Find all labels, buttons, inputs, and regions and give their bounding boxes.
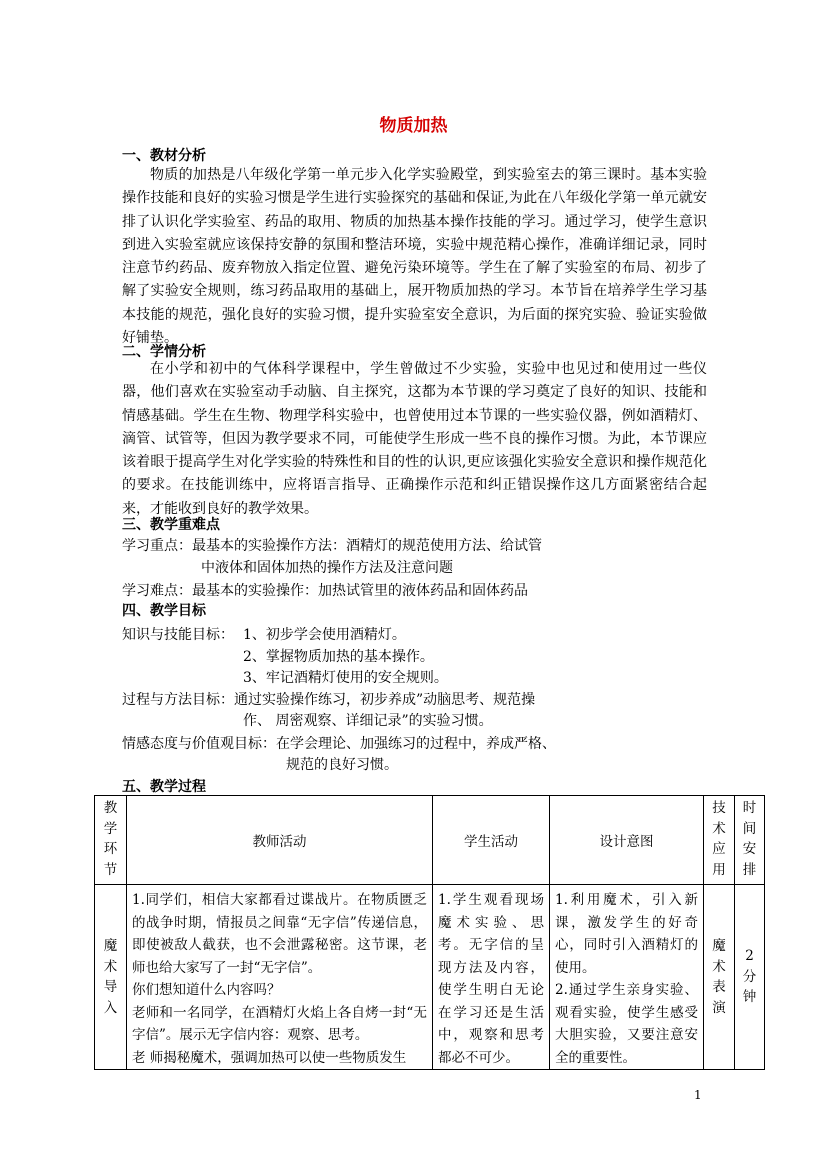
header-tech-application: 技 术 应 用: [704, 796, 735, 885]
page-number: 1: [694, 1088, 702, 1102]
section-heading-process: 五、教学过程: [122, 779, 206, 795]
key-point-line-2: 中液体和固体加热的操作方法及注意问题: [201, 560, 453, 576]
row-stage-magic-intro: 魔 术 导 入: [95, 885, 127, 1070]
table-header-row: [95, 796, 765, 885]
emotion-goal-line-1: 情感态度与价值观目标：在学会理论、加强练习的过程中，养成严格、: [122, 736, 556, 752]
difficult-point-line: 学习难点：最基本的实验操作：加热试管里的液体药品和固体药品: [122, 583, 528, 599]
header-teacher-activity: 教师活动: [127, 796, 433, 885]
row-time: 2 分 钟: [735, 885, 765, 1070]
row-design-intent: 1.利用魔术，引入新课，激发学生的好奇心，同时引入酒精灯的使用。 2.通过学生亲身实验、观看实验，使学生感受大胆实验，又要注意安全的重要性。: [550, 885, 704, 1070]
teaching-process-table: [94, 795, 765, 1070]
knowledge-goal-label: 知识与技能目标：: [122, 627, 234, 643]
header-time: 时 间 安 排: [735, 796, 765, 885]
section-heading-key-points: 三、教学重难点: [122, 517, 220, 533]
section-heading-goals: 四、教学目标: [122, 603, 206, 619]
table-row: [95, 885, 765, 1070]
knowledge-goal-3: 3、牢记酒精灯使用的安全规则。: [243, 670, 448, 686]
row-teacher-activity: 1.同学们，相信大家都看过谍战片。在物质匮乏的战争时期，情报员之间靠“无字信”传递信息，即使被敌人截获，也不会泄露秘密。这节课，老师也给大家写了一封“无字信”。 你们想知道什么内容吗？ 老师和一名同学，在酒精灯火焰上各自烤一封“无字信”。展示无字信内容：观察、思考。 老 师揭秘魔术，强调加热可以使一些物质发生: [127, 885, 433, 1070]
section-heading-student-analysis: 二、学情分析: [122, 344, 206, 360]
header-student-activity: 学生活动: [433, 796, 550, 885]
emotion-goal-line-2: 规范的良好习惯。: [286, 757, 398, 773]
key-point-line-1: 学习重点：最基本的实验操作方法：酒精灯的规范使用方法、给试管: [122, 538, 542, 554]
process-goal-line-1: 过程与方法目标：通过实验操作练习，初步养成”动脑思考、规范操: [122, 692, 536, 708]
student-analysis-paragraph: [122, 358, 707, 521]
textbook-analysis-text: 物质的加热是八年级化学第一单元步入化学实验殿堂，到实验室去的第三课时。基本实验操作技能和良好的实验习惯是学生进行实验探究的基础和保证,为此在八年级化学第一单元就安排了认识化学实验室、药品的取用、物质的加热基本操作技能的学习。通过学习，使学生意识到进入实验室就应该保持安静的氛围和整洁环境，实验中规范精心操作，准确详细记录，同时注意节约药品、废弃物放入指定位置、避免污染环境等。学生在了解了实验室的布局、初步了解了实验安全规则，练习药品取用的基础上，展开物质加热的学习。本节旨在培养学生学习基本技能的规范，强化良好的实验习惯，提升实验室安全意识，为后面的探究实验、验证实验做好铺垫。: [122, 167, 707, 347]
knowledge-goal-2: 2、掌握物质加热的基本操作。: [243, 649, 434, 665]
header-stage: 教 学 环 节: [95, 796, 127, 885]
knowledge-goal-1: 1、初步学会使用酒精灯。: [243, 627, 406, 643]
header-design-intent: 设计意图: [550, 796, 704, 885]
row-tech-application: 魔 术 表 演: [704, 885, 735, 1070]
textbook-analysis-paragraph: [122, 164, 707, 350]
process-goal-line-2: 作、 周密观察、详细记录”的实验习惯。: [243, 713, 493, 729]
document-title: 物质加热: [379, 116, 448, 136]
student-analysis-text: 在小学和初中的气体科学课程中，学生曾做过不少实验，实验中也见过和使用过一些仪器，他们喜欢在实验室动手动脑、自主探究，这都为本节课的学习奠定了良好的知识、技能和情感基础。学生在生物、物理学科实验中，也曾使用过本节课的一些实验仪器，例如酒精灯、滴管、试管等，但因为教学要求不同，可能使学生形成一些不良的操作习惯。为此，本节课应该着眼于提高学生对化学实验的特殊性和目的性的认识,更应该强化实验安全意识和操作规范化的要求。在技能训练中，应将语言指导、正确操作示范和纠正错误操作这几方面紧密结合起来，才能收到良好的教学效果。: [122, 361, 707, 517]
row-student-activity: 1.学生观看现场魔术实验、思考。无字信的呈现方法及内容，使学生明白无论在学习还是生活中，观察和思考都必不可少。: [433, 885, 550, 1070]
section-heading-textbook-analysis: 一、教材分析: [122, 148, 206, 164]
